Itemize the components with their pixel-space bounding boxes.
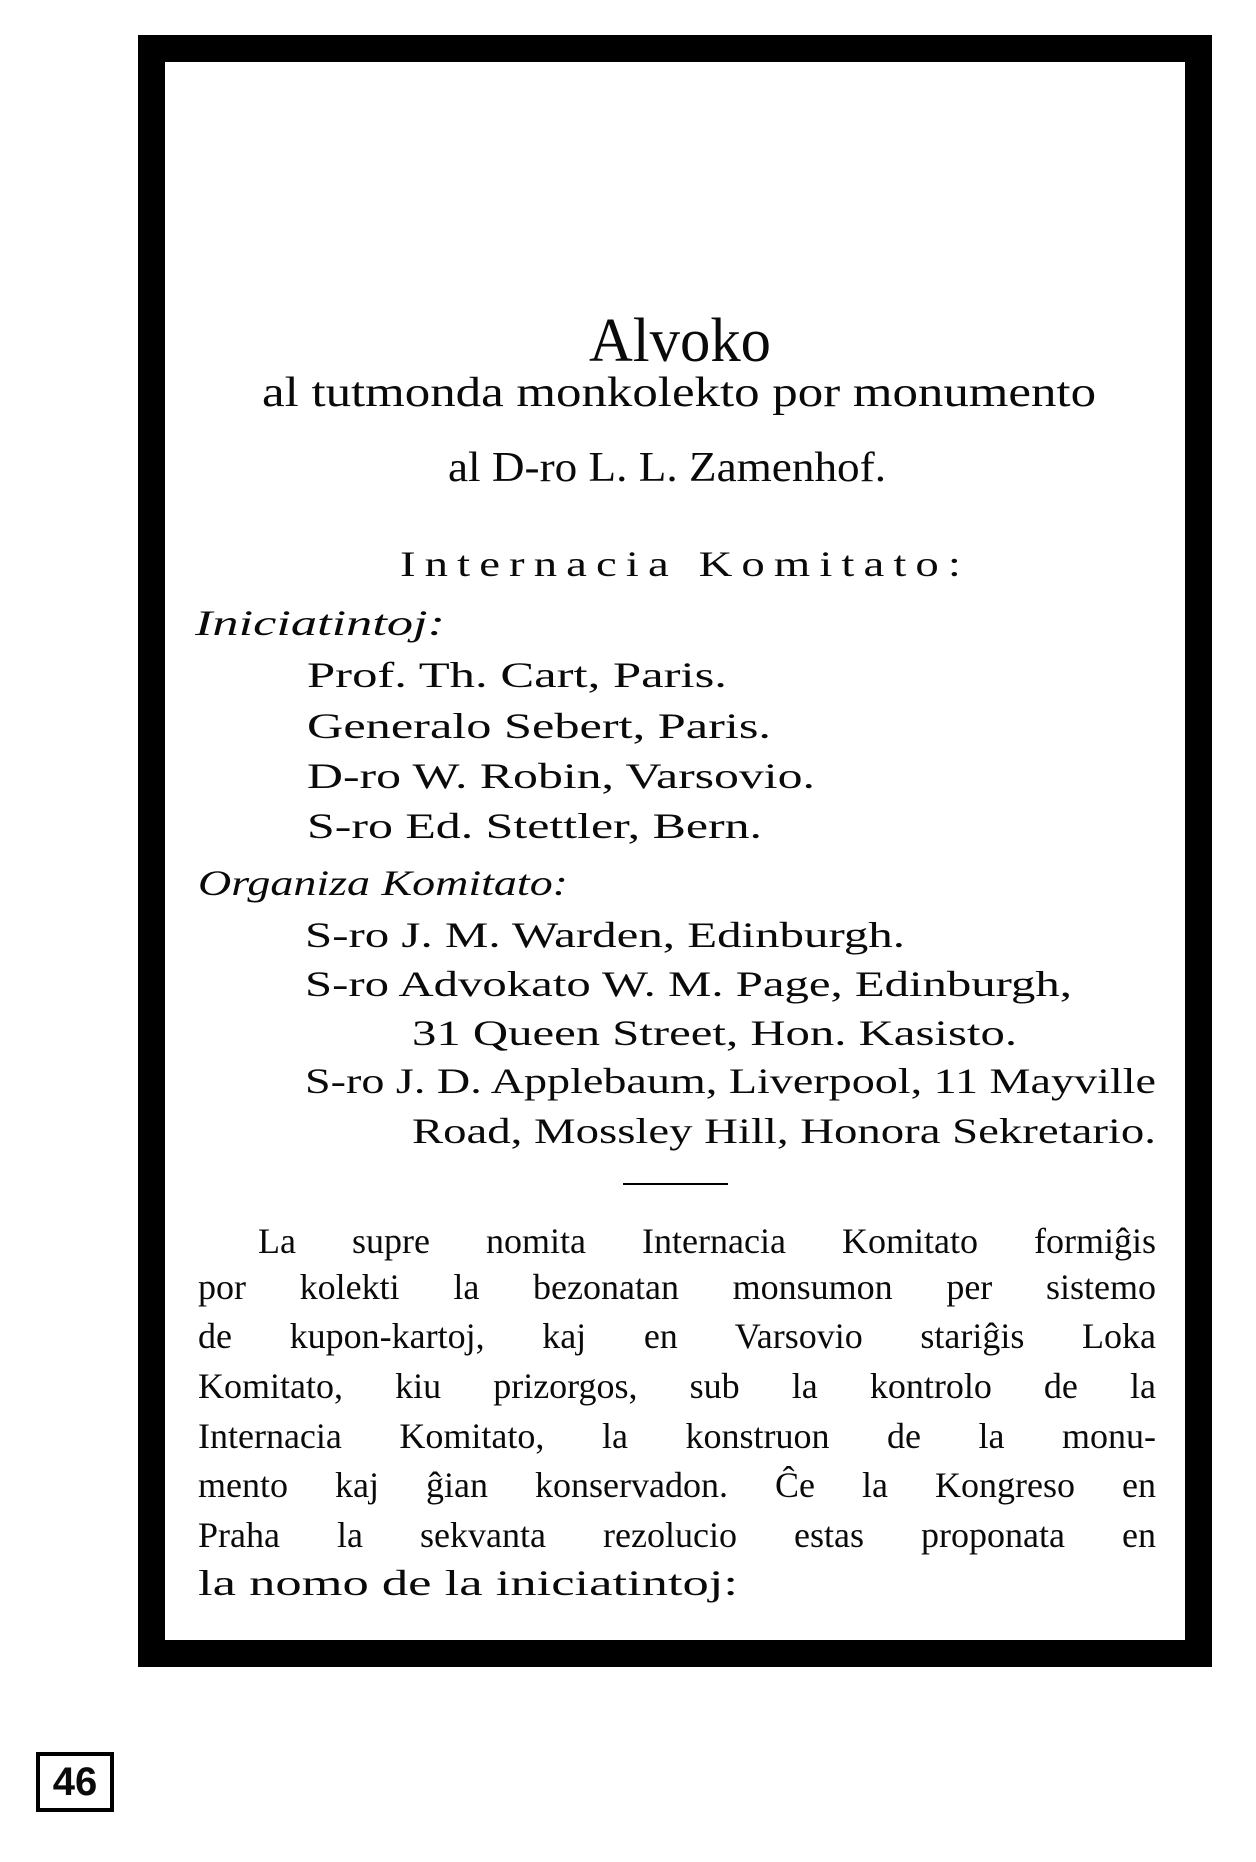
subtitle-line-1: al tutmonda monkolekto por monumento (262, 370, 1097, 416)
paragraph-line-last: la nomo de la iniciatintoj: (198, 1563, 739, 1603)
page-title: Alvoko (589, 307, 772, 375)
initiator-member: Prof. Th. Cart, Paris. (307, 655, 727, 695)
paragraph-line: mento kaj ĝian konservadon. Ĉe la Kongreso en (198, 1465, 1156, 1505)
organizing-member: S-ro J. D. Applebaum, Liverpool, 11 Mayville (305, 1061, 1156, 1101)
paragraph-line: La supre nomita Internacia Komitato formiĝis (258, 1221, 1156, 1261)
paragraph-line: de kupon-kartoj, kaj en Varsovio stariĝis Loka (198, 1316, 1156, 1356)
paragraph-line: Internacia Komitato, la konstruon de la monu- (198, 1416, 1156, 1456)
section-divider (623, 1183, 728, 1185)
organizing-member: S-ro J. M. Warden, Edinburgh. (305, 915, 905, 955)
organizing-label: Organiza Komitato: (198, 863, 568, 903)
initiator-member: D-ro W. Robin, Varsovio. (307, 756, 815, 796)
initiator-member: S-ro Ed. Stettler, Bern. (307, 806, 763, 846)
subtitle-line-2: al D-ro L. L. Zamenhof. (448, 445, 887, 491)
organizing-member: S-ro Advokato W. M. Page, Edinburgh, (305, 964, 1072, 1004)
paragraph-line: por kolekti la bezonatan monsumon per sistemo (198, 1267, 1156, 1307)
paragraph-line: Praha la sekvanta rezolucio estas proponata en (198, 1515, 1156, 1555)
page-number-box (36, 1752, 114, 1812)
paragraph-line: Komitato, kiu prizorgos, sub la kontrolo de la (198, 1366, 1156, 1406)
organizing-member-continued: 31 Queen Street, Hon. Kasisto. (412, 1013, 1018, 1053)
initiators-label: Iniciatintoj: (195, 603, 446, 643)
page-number: 46 (52, 1760, 98, 1804)
organizing-member-continued: Road, Mossley Hill, Honora Sekretario. (412, 1111, 1156, 1151)
initiator-member: Generalo Sebert, Paris. (307, 706, 772, 746)
committee-heading: Internacia Komitato: (400, 544, 970, 584)
